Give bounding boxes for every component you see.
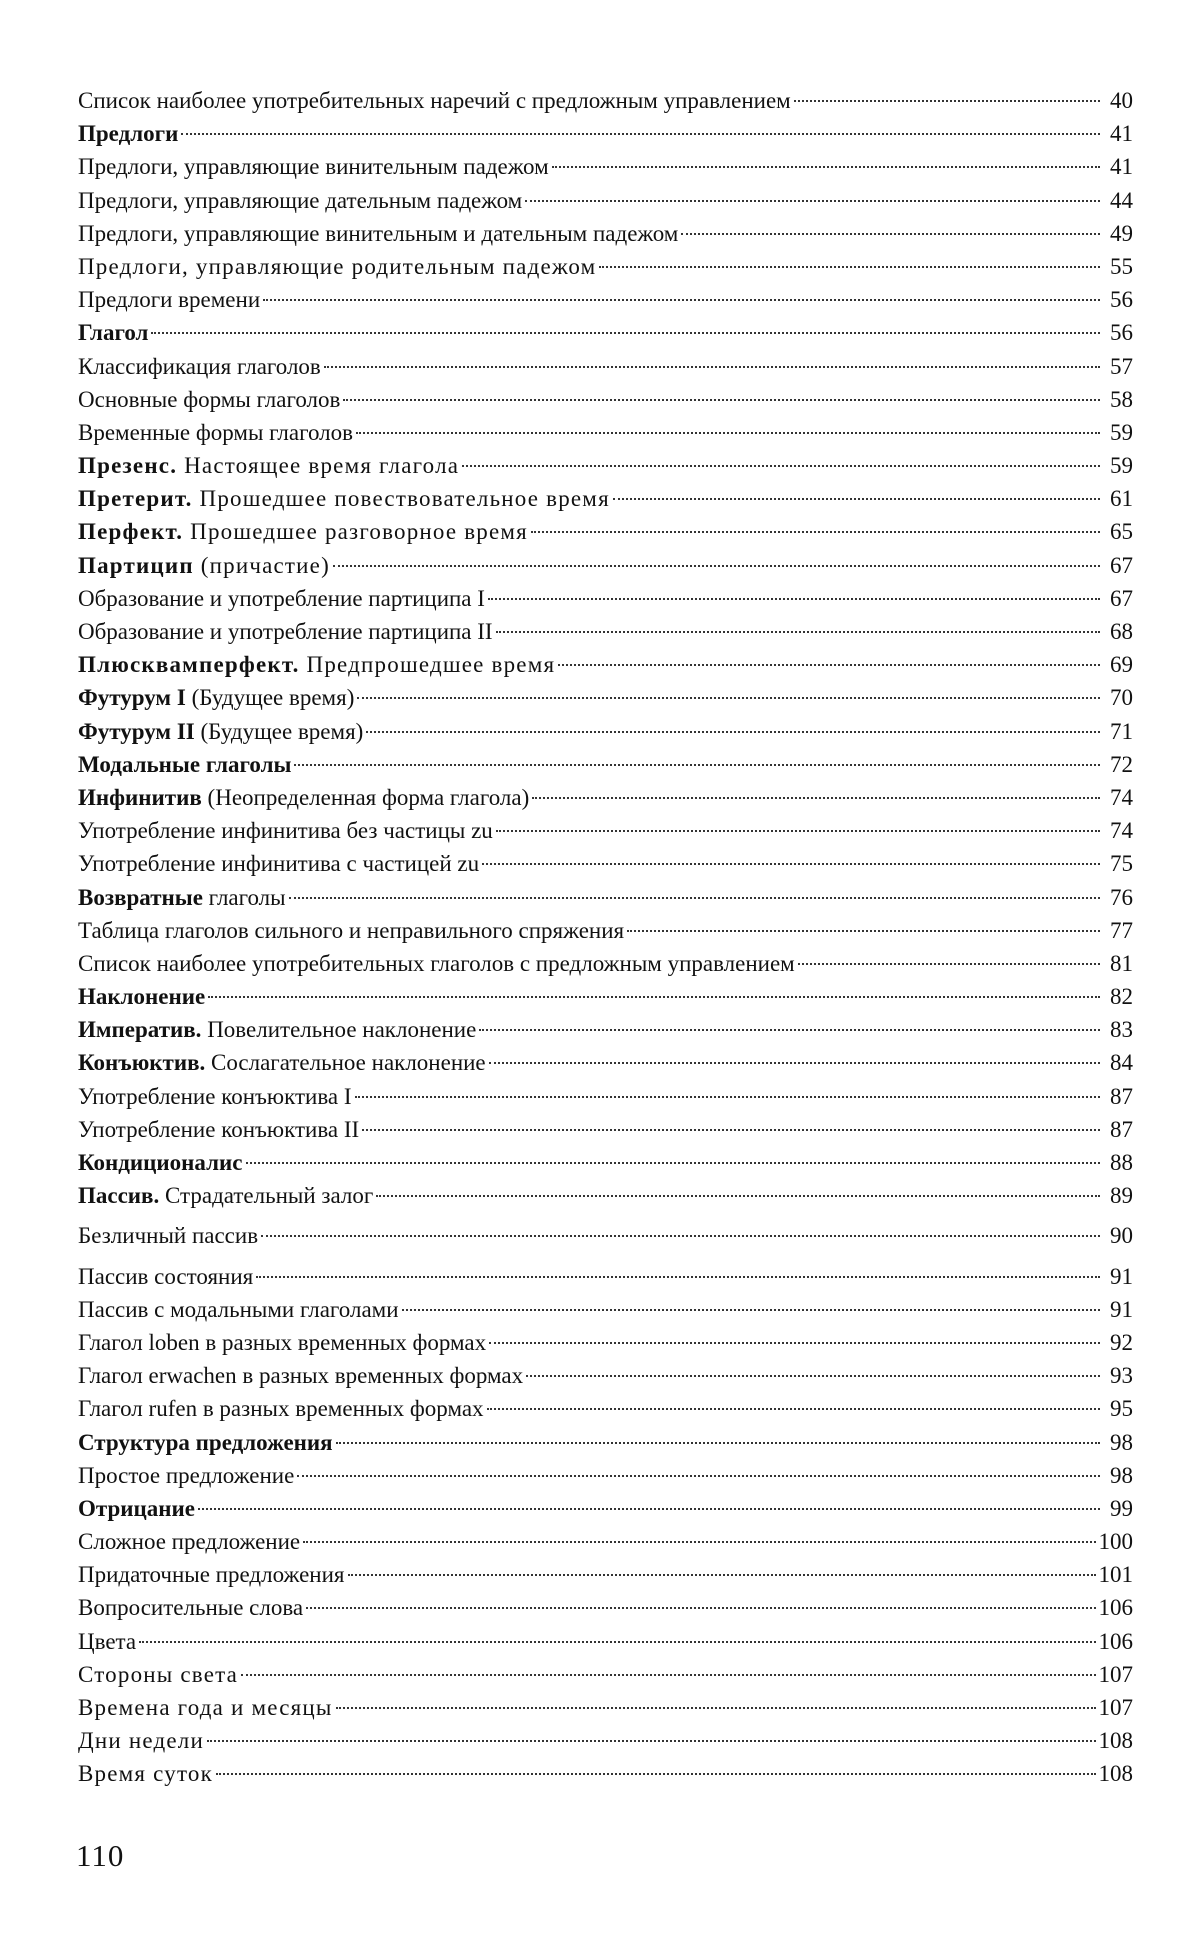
toc-entry-text: Цвета — [78, 1628, 137, 1654]
toc-entry-title — [78, 449, 459, 482]
toc-entry-title — [78, 1591, 303, 1624]
toc-entry-text: Глагол rufen в разных временных формах — [78, 1396, 484, 1422]
toc-entry-heading: Партицип — [78, 552, 194, 578]
toc-entry-title — [78, 1046, 486, 1079]
toc-entry — [78, 681, 1133, 714]
toc-entry-title — [78, 615, 493, 648]
toc-entry — [78, 1426, 1133, 1459]
toc-entry-page: 90 — [1110, 1223, 1133, 1249]
toc-entry-title — [78, 1525, 300, 1558]
dot-leader — [198, 1508, 1100, 1510]
dot-leader — [482, 863, 1100, 865]
toc-entry-heading: Инфинитив — [78, 784, 202, 810]
toc-entry-text: Настоящее время глагола — [184, 453, 460, 479]
toc-entry-title — [78, 947, 795, 980]
toc-entry-page: 98 — [1110, 1462, 1133, 1488]
toc-entry-page: 89 — [1110, 1183, 1133, 1209]
toc-entry-page: 69 — [1110, 652, 1133, 678]
dot-leader — [256, 1276, 1100, 1278]
dot-leader — [294, 764, 1100, 766]
toc-entry-text: Пассив состояния — [78, 1263, 254, 1289]
toc-entry-page: 100 — [1098, 1529, 1133, 1555]
toc-entry-heading: Глагол — [78, 320, 149, 346]
toc-entry-text: Пассив с модальными глаголами — [78, 1296, 399, 1322]
toc-entry-title — [78, 748, 291, 781]
dot-leader — [362, 1129, 1100, 1131]
toc-entry — [78, 283, 1133, 316]
toc-entry — [78, 881, 1133, 914]
toc-entry — [78, 1691, 1133, 1724]
toc-entry-title — [78, 184, 522, 217]
toc-entry — [78, 217, 1133, 250]
dot-leader — [489, 1062, 1100, 1064]
toc-entry-page: 41 — [1110, 154, 1133, 180]
dot-leader — [552, 166, 1100, 168]
toc-entry-page: 71 — [1110, 718, 1133, 744]
toc-entry-page: 41 — [1110, 121, 1133, 147]
toc-entry-title — [78, 416, 353, 449]
dot-leader — [216, 1773, 1096, 1775]
toc-entry-text: Предлоги, управляющие родительным падежом — [78, 253, 597, 279]
toc-entry-title — [78, 980, 205, 1013]
toc-entry-title — [78, 117, 178, 150]
toc-entry-title — [78, 1724, 204, 1757]
toc-entry — [78, 1013, 1133, 1046]
toc-entry-title — [78, 549, 330, 582]
toc-entry-text: Время суток — [78, 1761, 213, 1787]
toc-entry — [78, 549, 1133, 582]
toc-entry — [78, 1392, 1133, 1425]
toc-entry-title — [78, 1426, 333, 1459]
toc-entry-text: глаголы — [208, 884, 286, 910]
toc-entry — [78, 648, 1133, 681]
toc-entry-page: 107 — [1098, 1695, 1133, 1720]
toc-entry-title — [78, 847, 479, 880]
toc-entry-page: 61 — [1110, 486, 1133, 512]
toc-entry-page: 56 — [1110, 287, 1133, 313]
toc-entry — [78, 748, 1133, 781]
dot-leader — [487, 1408, 1100, 1410]
toc-entry — [78, 1459, 1133, 1492]
toc-entry-heading: Футурум II — [78, 718, 195, 744]
toc-entry-title — [78, 1113, 359, 1146]
toc-entry-heading: Модальные глаголы — [78, 751, 292, 777]
toc-entry-page: 98 — [1110, 1429, 1133, 1455]
toc-entry — [78, 914, 1133, 947]
toc-entry-heading: Пассив. — [78, 1183, 160, 1209]
toc-entry-title — [78, 1013, 476, 1046]
dot-leader — [613, 498, 1100, 500]
toc-entry-page: 72 — [1110, 751, 1133, 777]
toc-entry-text: Сложное предложение — [78, 1529, 301, 1555]
toc-entry-title — [78, 482, 610, 515]
toc-entry-page: 77 — [1110, 917, 1133, 943]
toc-entry — [78, 1179, 1133, 1212]
toc-entry-page: 70 — [1110, 685, 1133, 711]
toc-entry-title — [78, 1326, 486, 1359]
toc-entry — [78, 715, 1133, 748]
toc-entry-text: Простое предложение — [78, 1462, 295, 1488]
toc-entry-page: 67 — [1110, 552, 1133, 578]
toc-entry-text: Глагол loben в разных временных формах — [78, 1329, 487, 1355]
toc-entry-page: 93 — [1110, 1363, 1133, 1389]
toc-entry-title — [78, 84, 791, 117]
toc-entry-title — [78, 217, 678, 250]
toc-entry — [78, 184, 1133, 217]
toc-entry — [78, 1080, 1133, 1113]
dot-leader — [241, 1674, 1095, 1676]
toc-entry — [78, 84, 1133, 117]
toc-entry-title — [78, 681, 354, 714]
toc-entry — [78, 482, 1133, 515]
toc-entry-title — [78, 1359, 523, 1392]
toc-entry-title — [78, 1558, 345, 1591]
toc-entry — [78, 1558, 1133, 1591]
toc-entry-page: 84 — [1110, 1050, 1133, 1076]
dot-leader — [681, 233, 1100, 235]
dot-leader — [462, 465, 1100, 467]
toc-entry-title — [78, 914, 624, 947]
toc-entry-text: Вопросительные слова — [78, 1595, 304, 1621]
toc-entry-heading: Императив. — [78, 1017, 202, 1043]
toc-entry — [78, 383, 1133, 416]
toc-entry-title — [78, 1392, 484, 1425]
toc-entry-title — [78, 150, 549, 183]
toc-entry-page: 68 — [1110, 619, 1133, 644]
toc-entry-title — [78, 1658, 238, 1691]
toc-entry-text: Употребление конъюктива I — [78, 1083, 352, 1109]
dot-leader — [402, 1309, 1100, 1311]
toc-entry-title — [78, 1080, 352, 1113]
toc-entry-title — [78, 1757, 213, 1790]
toc-entry-text: Список наиболее употребительных наречий с предложным управлением — [78, 88, 791, 113]
toc-entry-title — [78, 250, 596, 283]
dot-leader — [496, 631, 1100, 633]
toc-entry-text: Употребление инфинитива с частицей zu — [78, 851, 480, 877]
toc-entry — [78, 814, 1133, 847]
dot-leader — [479, 1029, 1100, 1031]
toc-entry-page: 101 — [1098, 1562, 1133, 1588]
toc-entry-page: 59 — [1110, 453, 1133, 479]
dot-leader — [356, 432, 1100, 434]
toc-entry — [78, 1293, 1133, 1326]
toc-entry-text: Список наиболее употребительных глаголов с предложным управлением — [78, 950, 795, 976]
page-number: 110 — [76, 1838, 125, 1873]
toc-entry — [78, 1113, 1133, 1146]
dot-leader — [246, 1162, 1101, 1164]
toc-entry-text: Основные формы глаголов — [78, 386, 341, 412]
toc-entry-page: 56 — [1110, 320, 1133, 346]
toc-entry-page: 74 — [1110, 784, 1133, 810]
dot-leader — [303, 1541, 1095, 1543]
dot-leader — [263, 299, 1100, 301]
toc-entry-page: 106 — [1098, 1595, 1133, 1621]
toc-entry-heading: Претерит. — [78, 486, 193, 512]
toc-entry-heading: Презенс. — [78, 453, 178, 479]
dot-leader — [526, 1375, 1100, 1377]
dot-leader — [798, 963, 1100, 965]
dot-leader — [496, 830, 1100, 832]
toc-entry — [78, 515, 1133, 548]
toc-entry — [78, 1260, 1133, 1293]
toc-entry — [78, 1625, 1133, 1658]
toc-entry-title — [78, 1492, 195, 1525]
toc-entry — [78, 980, 1133, 1013]
dot-leader — [336, 1442, 1100, 1444]
toc-entry-page: 99 — [1110, 1495, 1133, 1521]
toc-entry — [78, 1492, 1133, 1525]
toc-entry-page: 108 — [1098, 1728, 1133, 1754]
toc-entry-page: 58 — [1110, 386, 1133, 412]
toc-entry-heading: Возвратные — [78, 884, 203, 910]
dot-leader — [207, 1740, 1096, 1742]
toc-entry-title — [78, 316, 148, 349]
toc-entry-text: (Будущее время) — [191, 685, 355, 711]
dot-leader — [627, 930, 1100, 932]
toc-entry — [78, 1757, 1133, 1790]
dot-leader — [297, 1475, 1100, 1477]
toc-entry-page: 87 — [1110, 1116, 1133, 1142]
toc-entry-text: (Будущее время) — [200, 718, 364, 744]
toc-entry-heading: Наклонение — [78, 984, 206, 1010]
toc-entry-page: 106 — [1098, 1628, 1133, 1654]
toc-entry-text: Употребление конъюктива II — [78, 1116, 360, 1142]
dot-leader — [324, 366, 1100, 368]
toc-entry-title — [78, 1625, 136, 1658]
toc-entry-page: 67 — [1110, 585, 1133, 611]
toc-entry — [78, 1146, 1133, 1179]
toc-entry — [78, 781, 1133, 814]
toc-entry-heading: Предлоги — [78, 121, 179, 147]
toc-entry-page: 92 — [1110, 1329, 1133, 1355]
dot-leader — [488, 598, 1100, 600]
toc-entry-title — [78, 582, 485, 615]
toc-entry-text: Таблица глаголов сильного и неправильного спряжения — [78, 917, 625, 943]
toc-entry-title — [78, 350, 321, 383]
toc-entry — [78, 1219, 1133, 1252]
toc-entry-text: Повелительное наклонение — [207, 1017, 477, 1043]
toc-entry-text: Дни недели — [78, 1728, 204, 1754]
dot-leader — [306, 1607, 1095, 1609]
dot-leader — [531, 531, 1100, 533]
toc-entry-page: 55 — [1110, 253, 1133, 279]
toc-entry-heading: Структура предложения — [78, 1429, 333, 1455]
toc-entry-title — [78, 1260, 253, 1293]
toc-entry-page: 76 — [1110, 884, 1133, 910]
dot-leader — [151, 332, 1100, 334]
toc-entry-text: Предпрошедшее время — [306, 652, 556, 678]
dot-leader — [525, 200, 1100, 202]
toc-entry-page: 82 — [1110, 984, 1133, 1010]
toc-entry-title — [78, 1293, 399, 1326]
toc-entry-page: 57 — [1110, 353, 1133, 379]
toc-entry-page: 108 — [1098, 1761, 1133, 1787]
toc-entry — [78, 1591, 1133, 1624]
toc-entry — [78, 847, 1133, 880]
toc-entry-page: 40 — [1110, 88, 1133, 113]
toc-entry-text: Времена года и месяцы — [78, 1695, 333, 1720]
toc-entry — [78, 350, 1133, 383]
toc-entry-text: (Неопределенная форма глагола) — [207, 784, 530, 810]
toc-entry-text: Предлоги, управляющие дательным падежом — [78, 187, 523, 213]
toc-entry-text: Употребление инфинитива без частицы zu — [78, 818, 493, 844]
toc-entry — [78, 416, 1133, 449]
toc-entry-page: 91 — [1110, 1263, 1133, 1289]
dot-leader — [181, 133, 1100, 135]
dot-leader — [794, 100, 1100, 102]
toc-entry — [78, 250, 1133, 283]
toc-entry-page: 91 — [1110, 1296, 1133, 1322]
toc-entry-text: Прошедшее повествовательное время — [199, 486, 610, 512]
toc-entry-title — [78, 814, 493, 847]
toc-entry-page: 95 — [1110, 1396, 1133, 1422]
dot-leader — [336, 1707, 1096, 1709]
dot-leader — [489, 1342, 1100, 1344]
toc-entry-title — [78, 1459, 294, 1492]
toc-entry-text: Стороны света — [78, 1661, 239, 1687]
dot-leader — [343, 399, 1100, 401]
toc-entry-text: Образование и употребление партиципа II — [78, 619, 493, 644]
toc-entry-text: Прошедшее разговорное время — [190, 519, 528, 545]
toc-entry-title — [78, 1219, 258, 1252]
toc-entry-title — [78, 1691, 333, 1724]
toc-entry-page: 75 — [1110, 851, 1133, 877]
toc-entry — [78, 150, 1133, 183]
toc-entry-text: Предлоги, управляющие винительным падежом — [78, 154, 549, 180]
toc-entry-title — [78, 1179, 373, 1212]
dot-leader — [261, 1235, 1100, 1237]
toc-entry-text: Образование и употребление партиципа I — [78, 585, 485, 611]
toc-entry-page: 65 — [1110, 519, 1133, 545]
toc-entry-page: 107 — [1098, 1661, 1133, 1687]
toc-entry-text: Временные формы глаголов — [78, 419, 354, 445]
toc-entry — [78, 1658, 1133, 1691]
toc-entry-page: 44 — [1110, 187, 1133, 213]
toc-entry-title — [78, 515, 528, 548]
toc-entry-text: Страдательный залог — [164, 1183, 374, 1209]
toc-entry — [78, 1724, 1133, 1757]
toc-entry-title — [78, 283, 260, 316]
toc-entry-title — [78, 383, 340, 416]
dot-leader — [355, 1096, 1101, 1098]
toc-entry-title — [78, 1146, 243, 1179]
toc-entry-heading: Отрицание — [78, 1495, 195, 1521]
toc-entry-page: 83 — [1110, 1017, 1133, 1043]
dot-leader — [139, 1641, 1095, 1643]
toc-entry — [78, 1046, 1133, 1079]
dot-leader — [558, 664, 1100, 666]
toc-entry — [78, 117, 1133, 150]
dot-leader — [366, 731, 1100, 733]
toc-entry — [78, 1326, 1133, 1359]
toc-entry — [78, 947, 1133, 980]
toc-entry-heading: Плюсквамперфект. — [78, 652, 300, 678]
toc-entry-page: 87 — [1110, 1083, 1133, 1109]
toc-entry-heading: Перфект. — [78, 519, 184, 545]
dot-leader — [376, 1195, 1100, 1197]
dot-leader — [599, 266, 1100, 268]
toc-entry-heading: Конъюктив. — [78, 1050, 206, 1076]
toc-entry-page: 74 — [1110, 818, 1133, 844]
toc-entry — [78, 582, 1133, 615]
dot-leader — [333, 565, 1100, 567]
toc-entry-heading: Футурум I — [78, 685, 186, 711]
toc-entry-title — [78, 781, 529, 814]
toc-entry-page: 49 — [1110, 220, 1133, 246]
dot-leader — [357, 697, 1100, 699]
toc-entry-heading: Кондиционалис — [78, 1150, 243, 1175]
toc-entry — [78, 615, 1133, 648]
dot-leader — [289, 897, 1100, 899]
toc-entry-text: Предлоги, управляющие винительным и дательным падежом — [78, 220, 679, 246]
toc-entry — [78, 1525, 1133, 1558]
toc-entry-page: 81 — [1110, 950, 1133, 976]
toc-entry-text: Безличный пассив — [78, 1223, 259, 1249]
table-of-contents — [78, 84, 1133, 1791]
toc-entry-text: Классификация глаголов — [78, 353, 321, 379]
toc-entry — [78, 1359, 1133, 1392]
toc-entry — [78, 449, 1133, 482]
toc-entry-title — [78, 648, 555, 681]
dot-leader — [532, 797, 1100, 799]
toc-entry — [78, 316, 1133, 349]
toc-entry-text: Глагол erwachen в разных временных формах — [78, 1363, 524, 1389]
toc-entry-title — [78, 715, 363, 748]
toc-entry-page: 88 — [1110, 1150, 1133, 1175]
dot-leader — [348, 1574, 1096, 1576]
toc-entry-page: 59 — [1110, 419, 1133, 445]
toc-entry-title — [78, 881, 286, 914]
toc-entry-text: Сослагательное наклонение — [211, 1050, 486, 1076]
toc-entry-text: Предлоги времени — [78, 287, 261, 313]
toc-entry-text: (причастие) — [200, 552, 330, 578]
dot-leader — [208, 996, 1100, 998]
toc-entry-text: Придаточные предложения — [78, 1562, 345, 1588]
